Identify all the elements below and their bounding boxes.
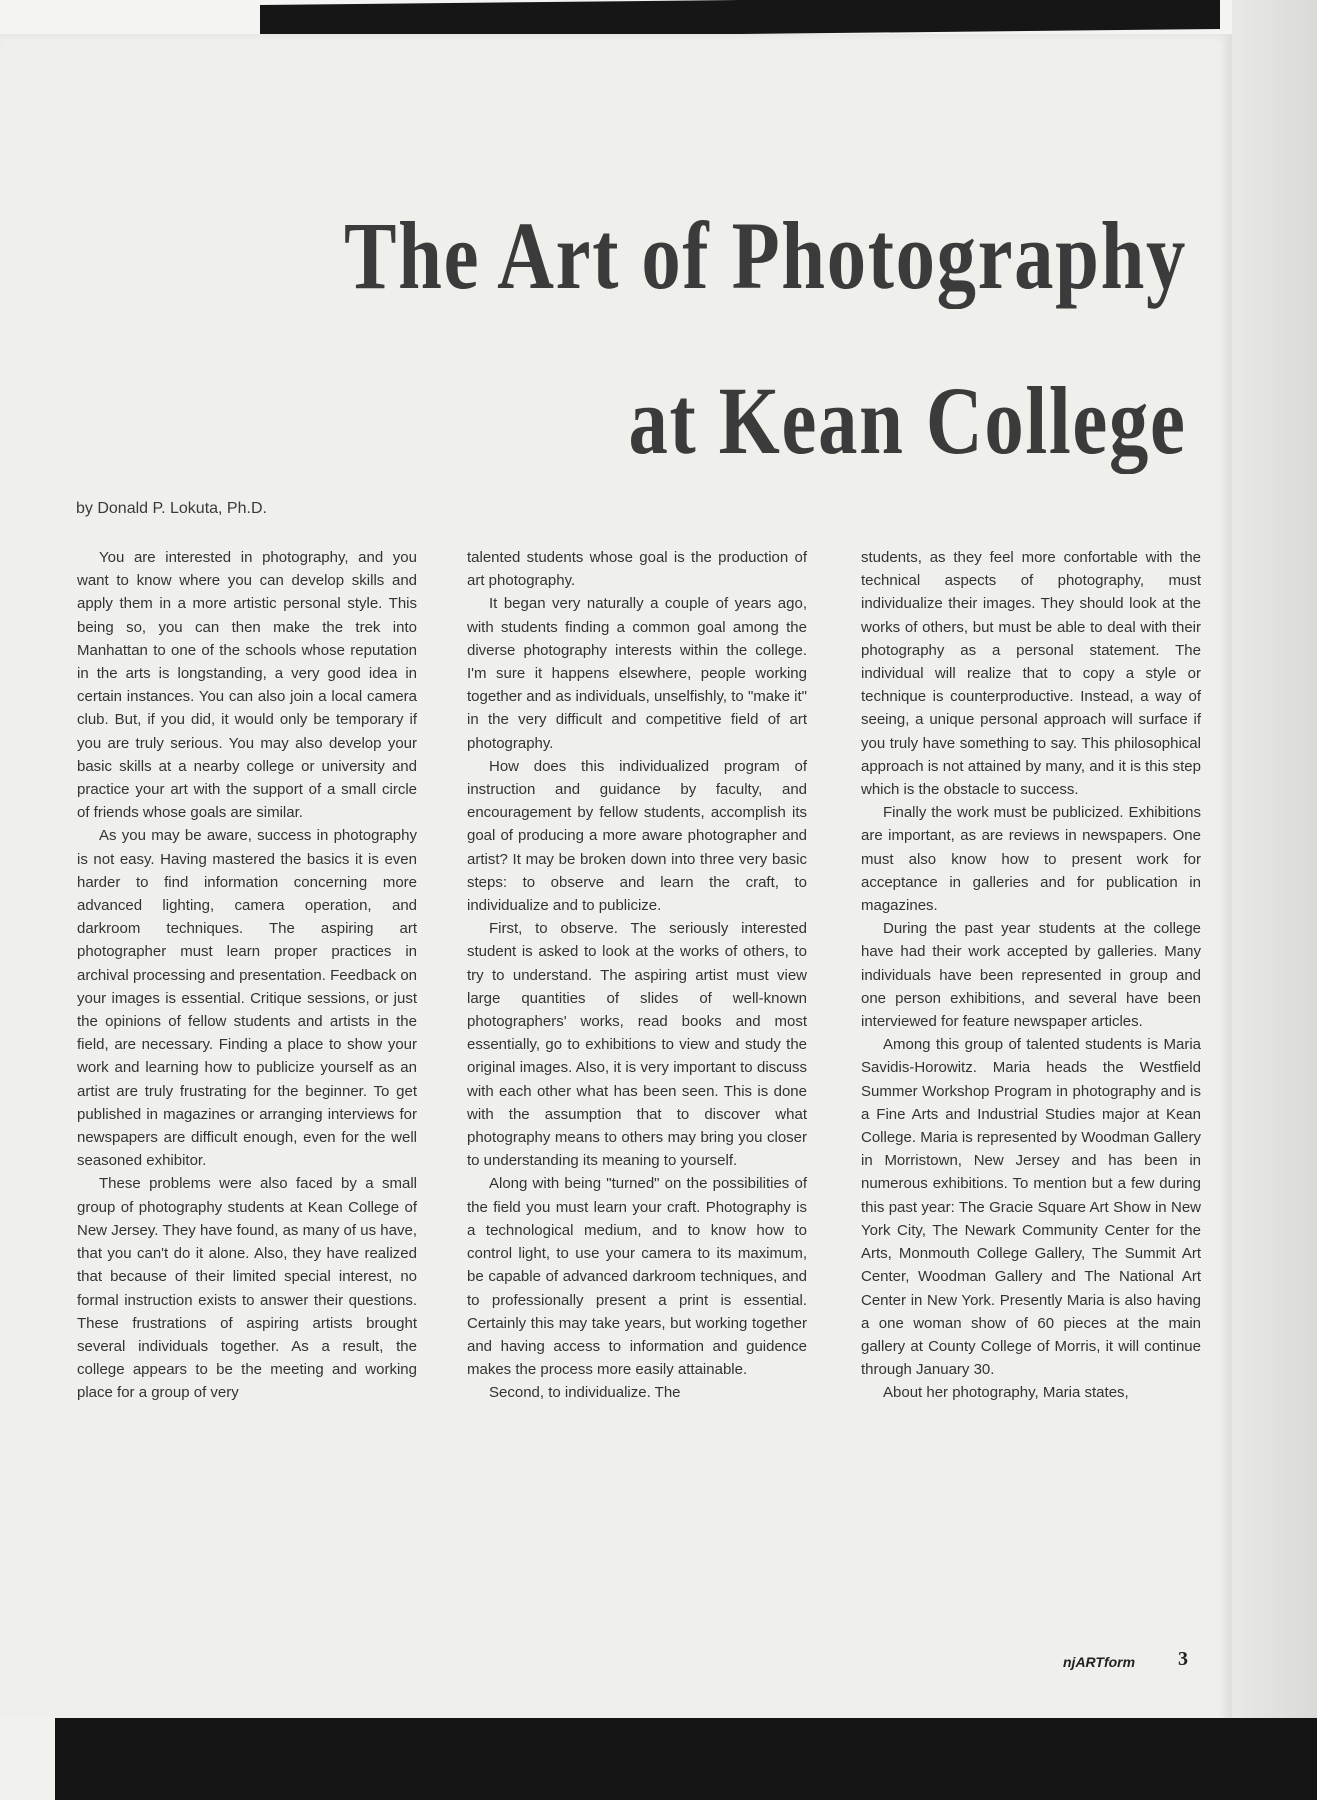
paragraph: During the past year students at the college have had their work accepted by galleries. Many individuals have been represented in group and one person exhibitions, and several have been interviewed for feature newspaper articles. <box>861 920 1201 1031</box>
paragraph: These problems were also faced by a small group of photography students at Kean College of New Jersey. They have found, as many of us have, that you can't do it alone. Also, they have realized that because of their limited special interest, no formal instruction exists to answer their questions. These frustrations of aspiring artists brought several individuals together. As a result, the college appears to be the meeting and working place for a group of very <box>77 1175 417 1402</box>
article-column-2 <box>467 546 807 1405</box>
scan-edge-bottom-left <box>0 1718 55 1800</box>
paragraph: You are interested in photography, and you want to know where you can develop skills and apply them in a more artistic personal style. This being so, you can then make the trek into Manhattan to one of the schools whose reputation in the arts is longstanding, a very good idea in certain instances. You can also join a local camera club. But, if you did, it would only be temporary if you are truly serious. You may also develop your basic skills at a nearby college or university and practice your art with the support of a small circle of friends whose goals are similar. <box>77 549 417 822</box>
article-title-line-1: The Art of Photography <box>344 202 1187 309</box>
scan-edge-bottom <box>55 1718 1317 1800</box>
scan-edge-right <box>1232 0 1317 1800</box>
paragraph: Second, to individualize. The <box>489 1384 681 1402</box>
paragraph: First, to observe. The seriously interested student is asked to look at the works of others, to try to understand. The aspiring artist must view large quantities of slides of well-known photographers' works, read books and most essentially, go to exhibitions to view and study the original images. Also, it is very important to discuss with each other what has been seen. This is done with the assumption that to discover what photography means to others may bring you closer to understanding its meaning to yourself. <box>467 920 807 1170</box>
byline: by Donald P. Lokuta, Ph.D. <box>76 500 267 517</box>
publication-name: njARTform <box>1063 1654 1136 1670</box>
paragraph: It began very naturally a couple of years ago, with students finding a common goal among the diverse photography interests within the college. I'm sure it happens elsewhere, people working together and as individuals, unselfishly, to "make it" in the very difficult and competitive field of art photography. <box>467 595 807 752</box>
paragraph: Finally the work must be publicized. Exhibitions are important, as are reviews in newspapers. One must also know how to present work for acceptance in galleries and for publication in magazines. <box>861 804 1201 915</box>
paragraph: Among this group of talented students is Maria Savidis-Horowitz. Maria heads the Westfield Summer Workshop Program in photography and is a Fine Arts and Industrial Studies major at Kean College. Maria is represented by Woodman Gallery in Morristown, New Jersey and has been in numerous exhibitions. To mention but a few during this past year: The Gracie Square Art Show in New York City, The Newark Community Center for the Arts, Monmouth College Gallery, The Summit Art Center, Woodman Gallery and The National Art Center in New York. Presently Maria is also having a one woman show of 60 pieces at the main gallery at County College of Morris, it will continue through January 30. <box>861 1036 1201 1379</box>
paragraph: As you may be aware, success in photography is not easy. Having mastered the basics it is even harder to find information concerning more advanced lighting, camera operation, and darkroom techniques. The aspiring art photographer must learn proper practices in archival processing and presentation. Feedback on your images is essential. Critique sessions, or just the opinions of fellow students and artists in the field, are necessary. Finding a place to show your work and learning how to publicize yourself as an artist are truly frustrating for the beginner. To get published in magazines or arranging interviews for newspapers are difficult enough, even for the well seasoned exhibitor. <box>77 827 417 1170</box>
article-column-1 <box>77 546 417 1405</box>
paragraph: How does this individualized program of instruction and guidance by faculty, and encouragement by fellow students, accomplish its goal of producing a more aware photographer and artist? It may be broken down into three very basic steps: to observe and learn the craft, to individualize and to publicize. <box>467 757 807 915</box>
paragraph: talented students whose goal is the production of art photography. <box>467 549 807 590</box>
article-column-3 <box>861 546 1201 1405</box>
paragraph: Along with being "turned" on the possibilities of the field you must learn your craft. Photography is a technological medium, and to know how to control light, to use your camera to its maximum, be capable of advanced darkroom techniques, and to professionally present a print is essential. Certainly this may take years, but working together and having access to information and guidence makes the process more easily attainable. <box>467 1175 807 1379</box>
page-number: 3 <box>1178 1648 1188 1670</box>
article-title-line-2: at Kean College <box>628 367 1187 474</box>
paragraph: students, as they feel more confortable with the technical aspects of photography, must individualize their images. They should look at the works of others, but must be able to deal with their photography as a personal statement. The individual will realize that to copy a style or technique is counterproductive. Instead, a way of seeing, a unique personal approach will surface if you truly have something to say. This philosophical approach is not attained by many, and it is this step which is the obstacle to success. <box>861 549 1201 799</box>
paragraph: About her photography, Maria states, <box>883 1384 1129 1402</box>
